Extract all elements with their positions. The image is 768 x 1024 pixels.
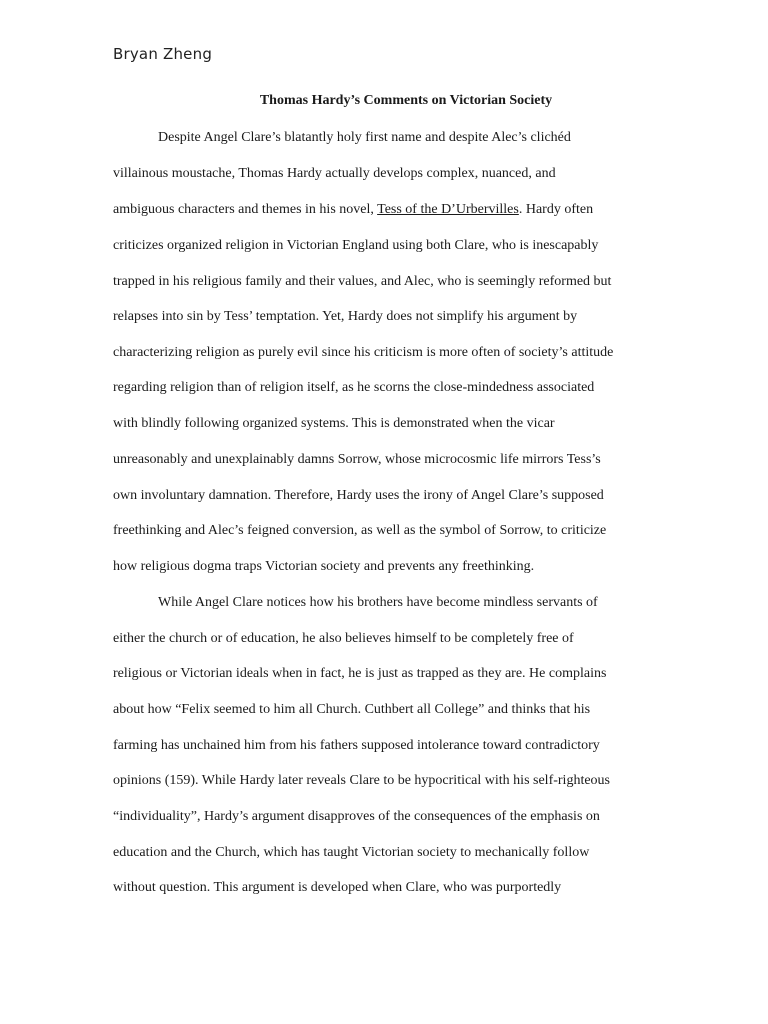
paragraph-2-line-9: without question. This argument is developed when Clare, who was purportedly xyxy=(113,880,562,895)
paragraph-2-line-8: education and the Church, which has taught Victorian society to mechanically follow xyxy=(113,845,590,860)
novel-title: Tess of the D’Urbervilles xyxy=(377,202,519,217)
paragraph-2-line-5: farming has unchained him from his fathers supposed intolerance toward contradictory xyxy=(113,738,600,753)
paragraph-1-line-5: trapped in his religious family and their values, and Alec, who is seemingly reformed but xyxy=(113,274,612,289)
paragraph-1-line-11: own involuntary damnation. Therefore, Hardy uses the irony of Angel Clare’s supposed xyxy=(113,488,604,503)
author-name: Bryan Zheng xyxy=(113,45,213,63)
paragraph-1-line-2: villainous moustache, Thomas Hardy actually develops complex, nuanced, and xyxy=(113,166,556,181)
line-text: ambiguous characters and themes in his novel, xyxy=(113,202,378,217)
paragraph-1-line-13: how religious dogma traps Victorian society and prevents any freethinking. xyxy=(113,559,535,574)
paragraph-2-line-6: opinions (159). While Hardy later reveals Clare to be hypocritical with his self-righteous xyxy=(113,773,610,788)
paragraph-2-line-2: either the church or of education, he also believes himself to be completely free of xyxy=(113,631,574,646)
paragraph-2-line-3: religious or Victorian ideals when in fact, he is just as trapped as they are. He complains xyxy=(113,666,607,681)
paragraph-2-line-7: “individuality”, Hardy’s argument disapproves of the consequences of the emphasis on xyxy=(113,809,600,824)
paragraph-1-line-3 xyxy=(113,201,593,219)
paragraph-1-line-6: relapses into sin by Tess’ temptation. Yet, Hardy does not simplify his argument by xyxy=(113,309,578,324)
paragraph-2-line-1: While Angel Clare notices how his brothers have become mindless servants of xyxy=(158,595,598,610)
paragraph-1-line-7: characterizing religion as purely evil since his criticism is more often of society’s attitude xyxy=(113,345,614,360)
essay-title: Thomas Hardy’s Comments on Victorian Society xyxy=(259,93,553,108)
paragraph-1-line-4: criticizes organized religion in Victorian England using both Clare, who is inescapably xyxy=(113,238,599,253)
paragraph-1-line-8: regarding religion than of religion itself, as he scorns the close-mindedness associated xyxy=(113,380,595,395)
paragraph-1-line-1: Despite Angel Clare’s blatantly holy first name and despite Alec’s clichéd xyxy=(158,130,571,145)
paragraph-1-line-12: freethinking and Alec’s feigned conversion, as well as the symbol of Sorrow, to criticize xyxy=(113,523,607,538)
paragraph-1-line-10: unreasonably and unexplainably damns Sorrow, whose microcosmic life mirrors Tess’s xyxy=(113,452,601,467)
paragraph-1-line-9: with blindly following organized systems. This is demonstrated when the vicar xyxy=(113,416,555,431)
paragraph-2-line-4: about how “Felix seemed to him all Church. Cuthbert all College” and thinks that his xyxy=(113,702,591,717)
line-text: . Hardy often xyxy=(518,202,594,217)
